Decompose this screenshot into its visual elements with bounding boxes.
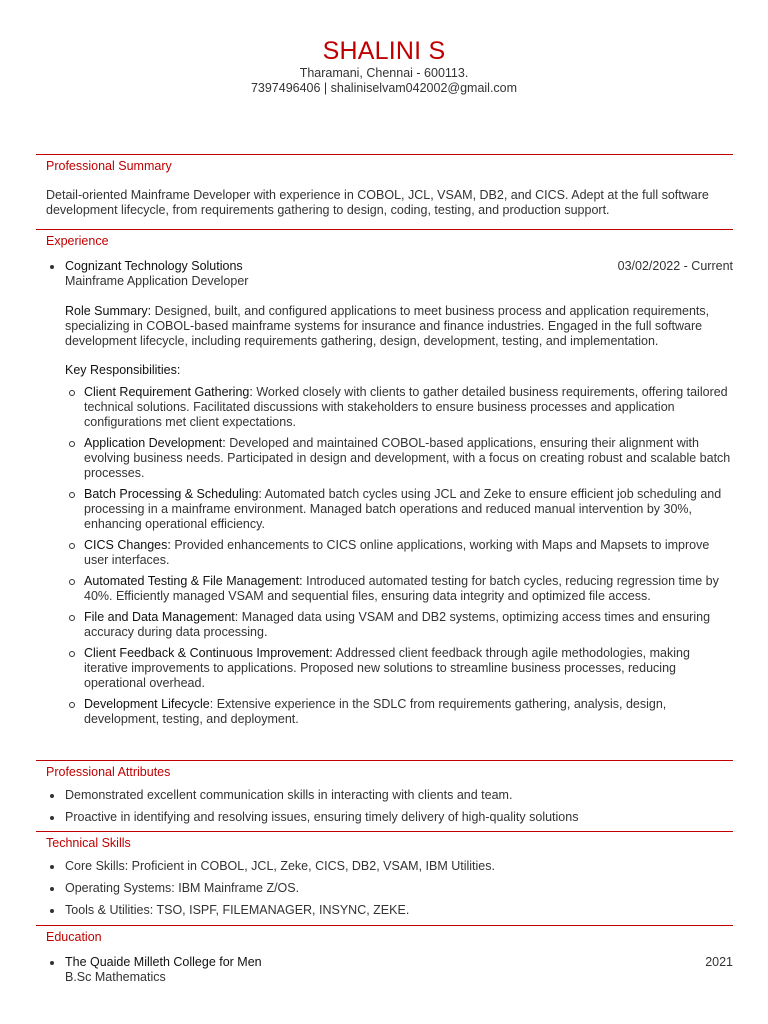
resp-text: : Automated batch cycles using JCL and Zeke to ensure efficient job scheduling and processing in a mainframe environment. Managed batch operations and reduced manual intervention by 30%, enhancing operational efficiency. (84, 487, 722, 531)
list-item (65, 538, 733, 568)
resp-title: Client Requirement Gathering: (84, 385, 253, 399)
skills-section (36, 831, 733, 925)
list-item (65, 610, 733, 640)
list-item (65, 574, 733, 604)
section-title-attributes: Professional Attributes (36, 760, 733, 780)
list-item (65, 697, 733, 727)
list-item: Core Skills: Proficient in COBOL, JCL, Zeke, CICS, DB2, VSAM, IBM Utilities. (36, 859, 733, 874)
list-item: Demonstrated excellent communication skills in interacting with clients and team. (36, 788, 733, 803)
list-item (65, 436, 733, 481)
job-date: 03/02/2022 - Current (617, 259, 733, 273)
list-item: Tools & Utilities: TSO, ISPF, FILEMANAGER, INSYNC, ZEKE. (36, 903, 733, 918)
education-entry (36, 955, 733, 985)
job-head (65, 259, 733, 274)
list-item (65, 646, 733, 691)
education-head (65, 955, 733, 970)
resp-title: Batch Processing & Scheduling (84, 487, 259, 501)
resp-title: Automated Testing & File Management: (84, 574, 303, 588)
resp-text: Introduced automated testing for batch cycles, reducing regression time by 40%. Efficiently managed VSAM and sequential files, ensuring data integrity and optimized file access. (84, 574, 719, 603)
job-role: Mainframe Application Developer (65, 274, 249, 288)
list-item: Proactive in identifying and resolving issues, ensuring timely delivery of high-quality solutions (36, 810, 733, 825)
degree: B.Sc Mathematics (65, 970, 166, 984)
contact-line: 7397496406 | shaliniselvam042002@gmail.com (250, 81, 518, 95)
responsibilities-label: Key Responsibilities: (65, 363, 181, 377)
summary-text: Detail-oriented Mainframe Developer with experience in COBOL, JCL, VSAM, DB2, and CICS. Adept at the full software development lifecycle, from requirements gathering to design, coding, testing, and production support. (46, 188, 709, 217)
candidate-name: SHALINI S (322, 37, 446, 65)
summary-section (36, 154, 733, 218)
resp-text: Worked closely with clients to gather detailed business requirements, offering tailored technical solutions. Facilitated discussions with stakeholders to ensure business processes and application configurations met client expectations. (84, 385, 728, 429)
attributes-list (36, 780, 733, 825)
resp-text: : Extensive experience in the SDLC from requirements gathering, analysis, design, development, testing, and deployment. (84, 697, 667, 726)
graduation-year: 2021 (705, 955, 733, 969)
experience-section (36, 229, 733, 733)
list-item: Operating Systems: IBM Mainframe Z/OS. (36, 881, 733, 896)
role-summary-label: Role Summary: (65, 304, 152, 318)
role-summary (65, 304, 733, 349)
list-item (65, 487, 733, 532)
resp-title: File and Data Management (84, 610, 235, 624)
address: Tharamani, Chennai - 600113. (299, 66, 469, 80)
resp-title: Client Feedback & Continuous Improvement: (84, 646, 333, 660)
job-entry (36, 259, 733, 727)
attributes-section (36, 760, 733, 832)
resp-text: Provided enhancements to CICS online applications, working with Maps and Mapsets to improve user interfaces. (84, 538, 710, 567)
education-section (36, 925, 733, 985)
section-title-education: Education (36, 925, 733, 945)
resp-title: Application Development: (84, 436, 226, 450)
skills-list (36, 851, 733, 918)
section-title-experience: Experience (36, 229, 733, 249)
resume-header (0, 36, 768, 96)
resp-text: Developed and maintained COBOL-based applications, ensuring their alignment with evolving business needs. Participated in design and development, with a focus on creating robust and scalable batch processes. (84, 436, 731, 480)
school-name: The Quaide Milleth College for Men (65, 955, 262, 969)
job-company: Cognizant Technology Solutions (65, 259, 243, 273)
section-title-summary: Professional Summary (36, 154, 733, 174)
resp-text: : Managed data using VSAM and DB2 systems, optimizing access times and ensuring accuracy during data processing. (84, 610, 711, 639)
resp-title: Development Lifecycle (84, 697, 210, 711)
resp-text: Addressed client feedback through agile methodologies, making iterative improvements to applications. Proposed new solutions to streamline business processes, reducing operational overhead. (84, 646, 690, 690)
responsibilities-list (65, 385, 733, 727)
list-item (65, 385, 733, 430)
resp-title: CICS Changes: (84, 538, 171, 552)
role-summary-text: Designed, built, and configured applications to meet business process and application requirements, specializing in COBOL-based mainframe systems for insurance and finance industries. Engaged in the full software development lifecycle, including requirements gathering, design, development, testing, and implementation. (65, 304, 710, 348)
section-title-skills: Technical Skills (36, 831, 733, 851)
